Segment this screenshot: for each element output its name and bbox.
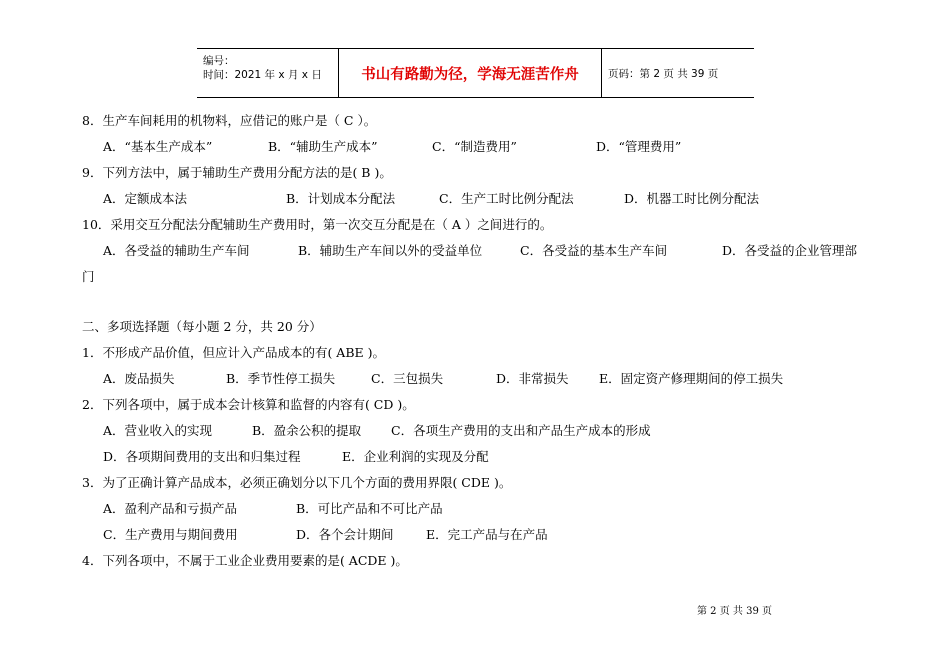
question-stem: 1．不形成产品价值，但应计入产品成本的有( ABE )。 <box>82 345 385 360</box>
option: A．定额成本法 <box>103 191 188 206</box>
time-label: 时间：2021 年 x 月 x 日 <box>203 69 322 81</box>
header-motto-cell <box>339 49 602 97</box>
question-stem: 8．生产车间耗用的机物料，应借记的账户是（ C ）。 <box>82 113 377 128</box>
option: E．企业利润的实现及分配 <box>342 449 489 464</box>
option: A．盈利产品和亏损产品 <box>103 501 238 516</box>
option: D．各个会计期间 <box>296 527 394 542</box>
option: D．非常损失 <box>496 371 569 386</box>
page-footer: 第 2 页 共 39 页 <box>697 606 772 617</box>
question-stem: 2．下列各项中，属于成本会计核算和监督的内容有( CD )。 <box>82 397 415 412</box>
option-continuation: 门 <box>82 269 95 284</box>
option: C．生产工时比例分配法 <box>439 191 574 206</box>
option: E．固定资产修理期间的停工损失 <box>599 371 784 386</box>
option: D．机器工时比例分配法 <box>624 191 760 206</box>
option: B．季节性停工损失 <box>226 371 336 386</box>
option: A．各受益的辅助生产车间 <box>103 243 250 258</box>
option: C．各受益的基本生产车间 <box>520 243 668 258</box>
option: C．三包损失 <box>371 371 444 386</box>
option: B．可比产品和不可比产品 <box>296 501 443 516</box>
question-stem: 10．采用交互分配法分配辅助生产费用时，第一次交互分配是在（ A ）之间进行的。 <box>82 217 553 232</box>
option: B．辅助生产车间以外的受益单位 <box>298 243 483 258</box>
option: B．“辅助生产成本” <box>268 139 378 154</box>
page-header <box>197 48 754 98</box>
question-stem: 4．下列各项中，不属于工业企业费用要素的是( ACDE )。 <box>82 553 408 568</box>
option: D．各受益的企业管理部 <box>722 243 858 258</box>
option: D．各项期间费用的支出和归集过程 <box>103 449 301 464</box>
option: C．“制造费用” <box>432 139 517 154</box>
serial-label: 编号： <box>203 55 235 67</box>
question-stem: 9．下列方法中，属于辅助生产费用分配方法的是( B )。 <box>82 165 392 180</box>
header-page-cell <box>602 49 754 97</box>
motto: 书山有路勤为径，学海无涯苦作舟 <box>361 66 579 83</box>
option: B．盈余公积的提取 <box>252 423 362 438</box>
option: D．“管理费用” <box>596 139 682 154</box>
option: A．营业收入的实现 <box>103 423 213 438</box>
question-stem: 3．为了正确计算产品成本，必须正确划分以下几个方面的费用界限( CDE )。 <box>82 475 512 490</box>
option: A．“基本生产成本” <box>103 139 213 154</box>
option: C．各项生产费用的支出和产品生产成本的形成 <box>391 423 651 438</box>
page-code: 页码：第 2 页 共 39 页 <box>608 67 719 80</box>
option: E．完工产品与在产品 <box>426 527 548 542</box>
option: B．计划成本分配法 <box>286 191 396 206</box>
header-meta-cell <box>197 49 339 97</box>
section-title: 二、多项选择题（每小题 2 分，共 20 分） <box>82 319 322 334</box>
option: A．废品损失 <box>103 371 175 386</box>
option: C．生产费用与期间费用 <box>103 527 238 542</box>
